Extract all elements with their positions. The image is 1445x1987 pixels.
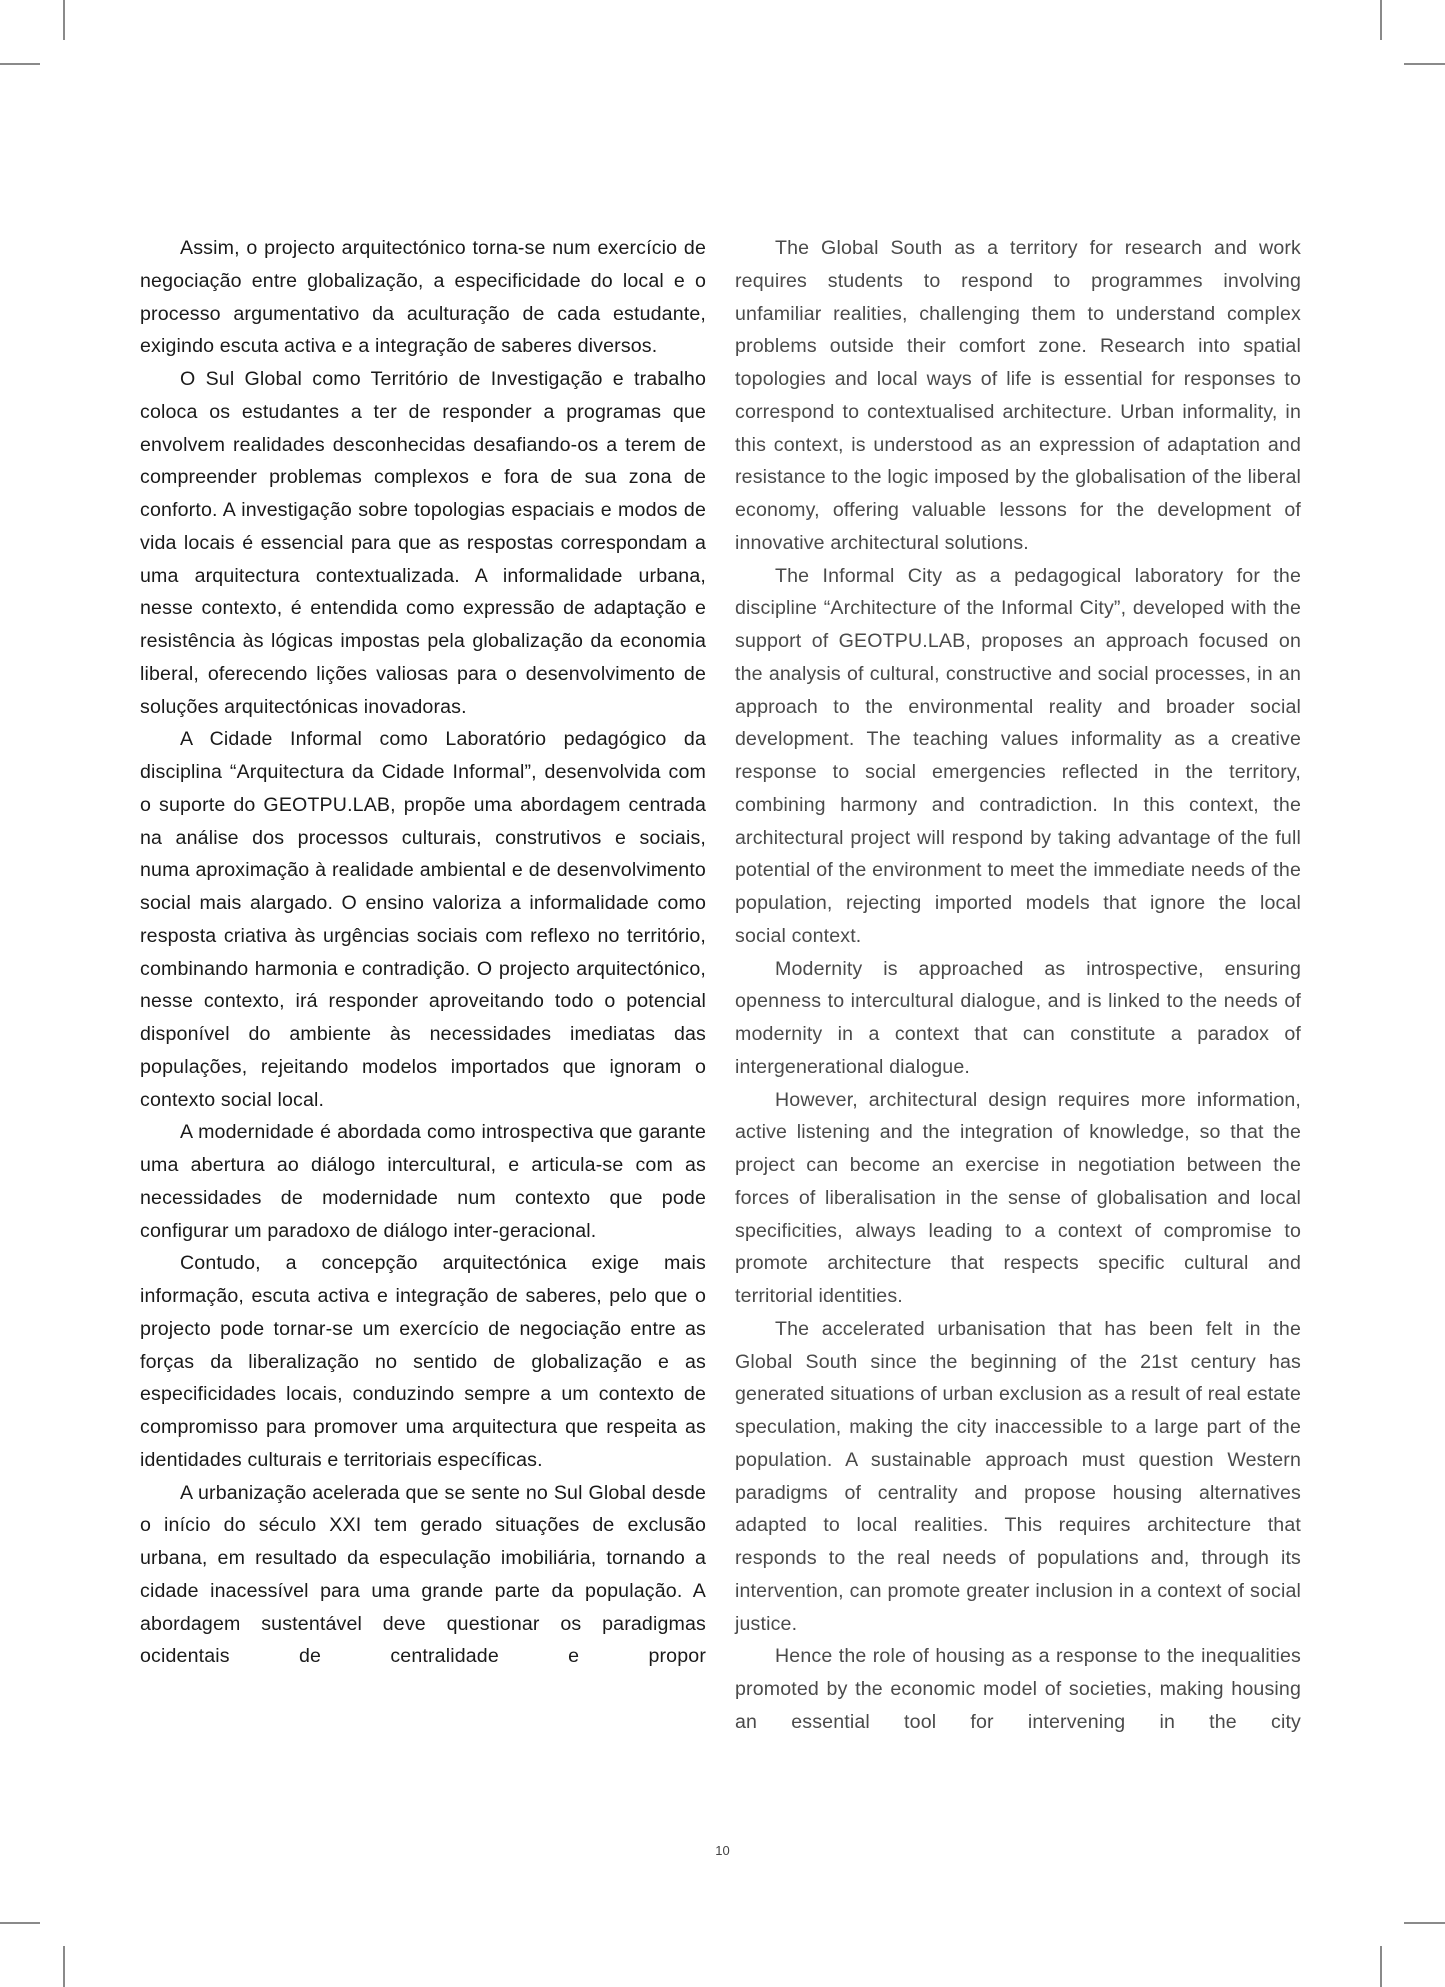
- crop-mark-top-right-vertical: [1380, 0, 1382, 40]
- paragraph: The accelerated urbanisation that has been felt in the Global South since the beginning of the 21st century has generated situations of urban exclusion as a result of real estate speculation, making the city inaccessible to a large part of the population. A sustainable approach must question Western paradigms of centrality and propose housing alternatives adapted to local realities. This requires architecture that responds to the real needs of populations and, through its intervention, can promote greater inclusion in a context of social justice.: [735, 1317, 1301, 1635]
- english-text-column: [735, 232, 1301, 1739]
- crop-mark-bottom-right-vertical: [1380, 1946, 1382, 1987]
- crop-mark-bottom-left-vertical: [63, 1946, 65, 1987]
- paragraph: Contudo, a concepção arquitectónica exige mais informação, escuta activa e integração de saberes, pelo que o projecto pode tornar-se um exercício de negociação entre as forças da liberalização no sentido de globalização e as especificidades locais, conduzindo sempre a um contexto de compromisso para promover uma arquitectura que respeita as identidades culturais e territoriais específicas.: [140, 1252, 706, 1471]
- paragraph: However, architectural design requires more information, active listening and the integration of knowledge, so that the project can become an exercise in negotiation between the forces of liberalisation in the sense of globalisation and local specificities, always leading to a context of compromise to promote architecture that respects specific cultural and territorial identities.: [735, 1088, 1301, 1307]
- crop-mark-bottom-left-horizontal: [0, 1922, 40, 1924]
- paragraph: Hence the role of housing as a response to the inequalities promoted by the economic model of societies, making housing an essential tool for intervening in the city: [735, 1645, 1301, 1733]
- portuguese-text-column: [140, 232, 706, 1673]
- paragraph: A urbanização acelerada que se sente no Sul Global desde o início do século XXI tem gerado situações de exclusão urbana, em resultado da especulação imobiliária, tornando a cidade inacessível para uma grande parte da população. A abordagem sustentável deve questionar os paradigmas ocidentais de centralidade e propor: [140, 1481, 706, 1668]
- paragraph: O Sul Global como Território de Investigação e trabalho coloca os estudantes a ter de responder a programas que envolvem realidades desconhecidas desafiando-os a terem de compreender problemas complexos e fora de sua zona de conforto. A investigação sobre topologias espaciais e modos de vida locais é essencial para que as respostas correspondam a uma arquitectura contextualizada. A informalidade urbana, nesse contexto, é entendida como expressão de adaptação e resistência às lógicas impostas pela globalização da economia liberal, oferecendo lições valiosas para o desenvolvimento de soluções arquitectónicas inovadoras.: [140, 368, 706, 718]
- paragraph: Assim, o projecto arquitectónico torna-se num exercício de negociação entre globalização, a especificidade do local e o processo argumentativo da aculturação de cada estudante, exigindo escuta activa e a integração de saberes diversos.: [140, 237, 706, 358]
- paragraph: The Informal City as a pedagogical laboratory for the discipline “Architecture of the Informal City”, developed with the support of GEOTPU.LAB, proposes an approach focused on the analysis of cultural, constructive and social processes, in an approach to the environmental reality and broader social development. The teaching values informality as a creative response to social emergencies reflected in the territory, combining harmony and contradiction. In this context, the architectural project will respond by taking advantage of the full potential of the environment to meet the immediate needs of the population, rejecting imported models that ignore the local social context.: [735, 564, 1301, 947]
- crop-mark-top-left-horizontal: [0, 63, 40, 65]
- crop-mark-top-left-vertical: [63, 0, 65, 40]
- paragraph: A modernidade é abordada como introspectiva que garante uma abertura ao diálogo intercultural, e articula-se com as necessidades de modernidade num contexto que pode configurar um paradoxo de diálogo inter-geracional.: [140, 1121, 706, 1242]
- paragraph: Modernity is approached as introspective, ensuring openness to intercultural dialogue, and is linked to the needs of modernity in a context that can constitute a paradox of intergenerational dialogue.: [735, 957, 1301, 1078]
- paragraph: The Global South as a territory for research and work requires students to respond to programmes involving unfamiliar realities, challenging them to understand complex problems outside their comfort zone. Research into spatial topologies and local ways of life is essential for responses to correspond to contextualised architecture. Urban informality, in this context, is understood as an expression of adaptation and resistance to the logic imposed by the globalisation of the liberal economy, offering valuable lessons for the development of innovative architectural solutions.: [735, 237, 1301, 554]
- crop-mark-top-right-horizontal: [1404, 63, 1445, 65]
- paragraph: A Cidade Informal como Laboratório pedagógico da disciplina “Arquitectura da Cidade Informal”, desenvolvida com o suporte do GEOTPU.LAB, propõe uma abordagem centrada na análise dos processos culturais, construtivos e sociais, numa aproximação à realidade ambiental e de desenvolvimento social mais alargado. O ensino valoriza a informalidade como resposta criativa às urgências sociais com reflexo no território, combinando harmonia e contradição. O projecto arquitectónico, nesse contexto, irá responder aproveitando todo o potencial disponível do ambiente às necessidades imediatas das populações, rejeitando modelos importados que ignoram o contexto social local.: [140, 728, 706, 1111]
- crop-mark-bottom-right-horizontal: [1404, 1922, 1445, 1924]
- page-number: 10: [715, 1843, 730, 1858]
